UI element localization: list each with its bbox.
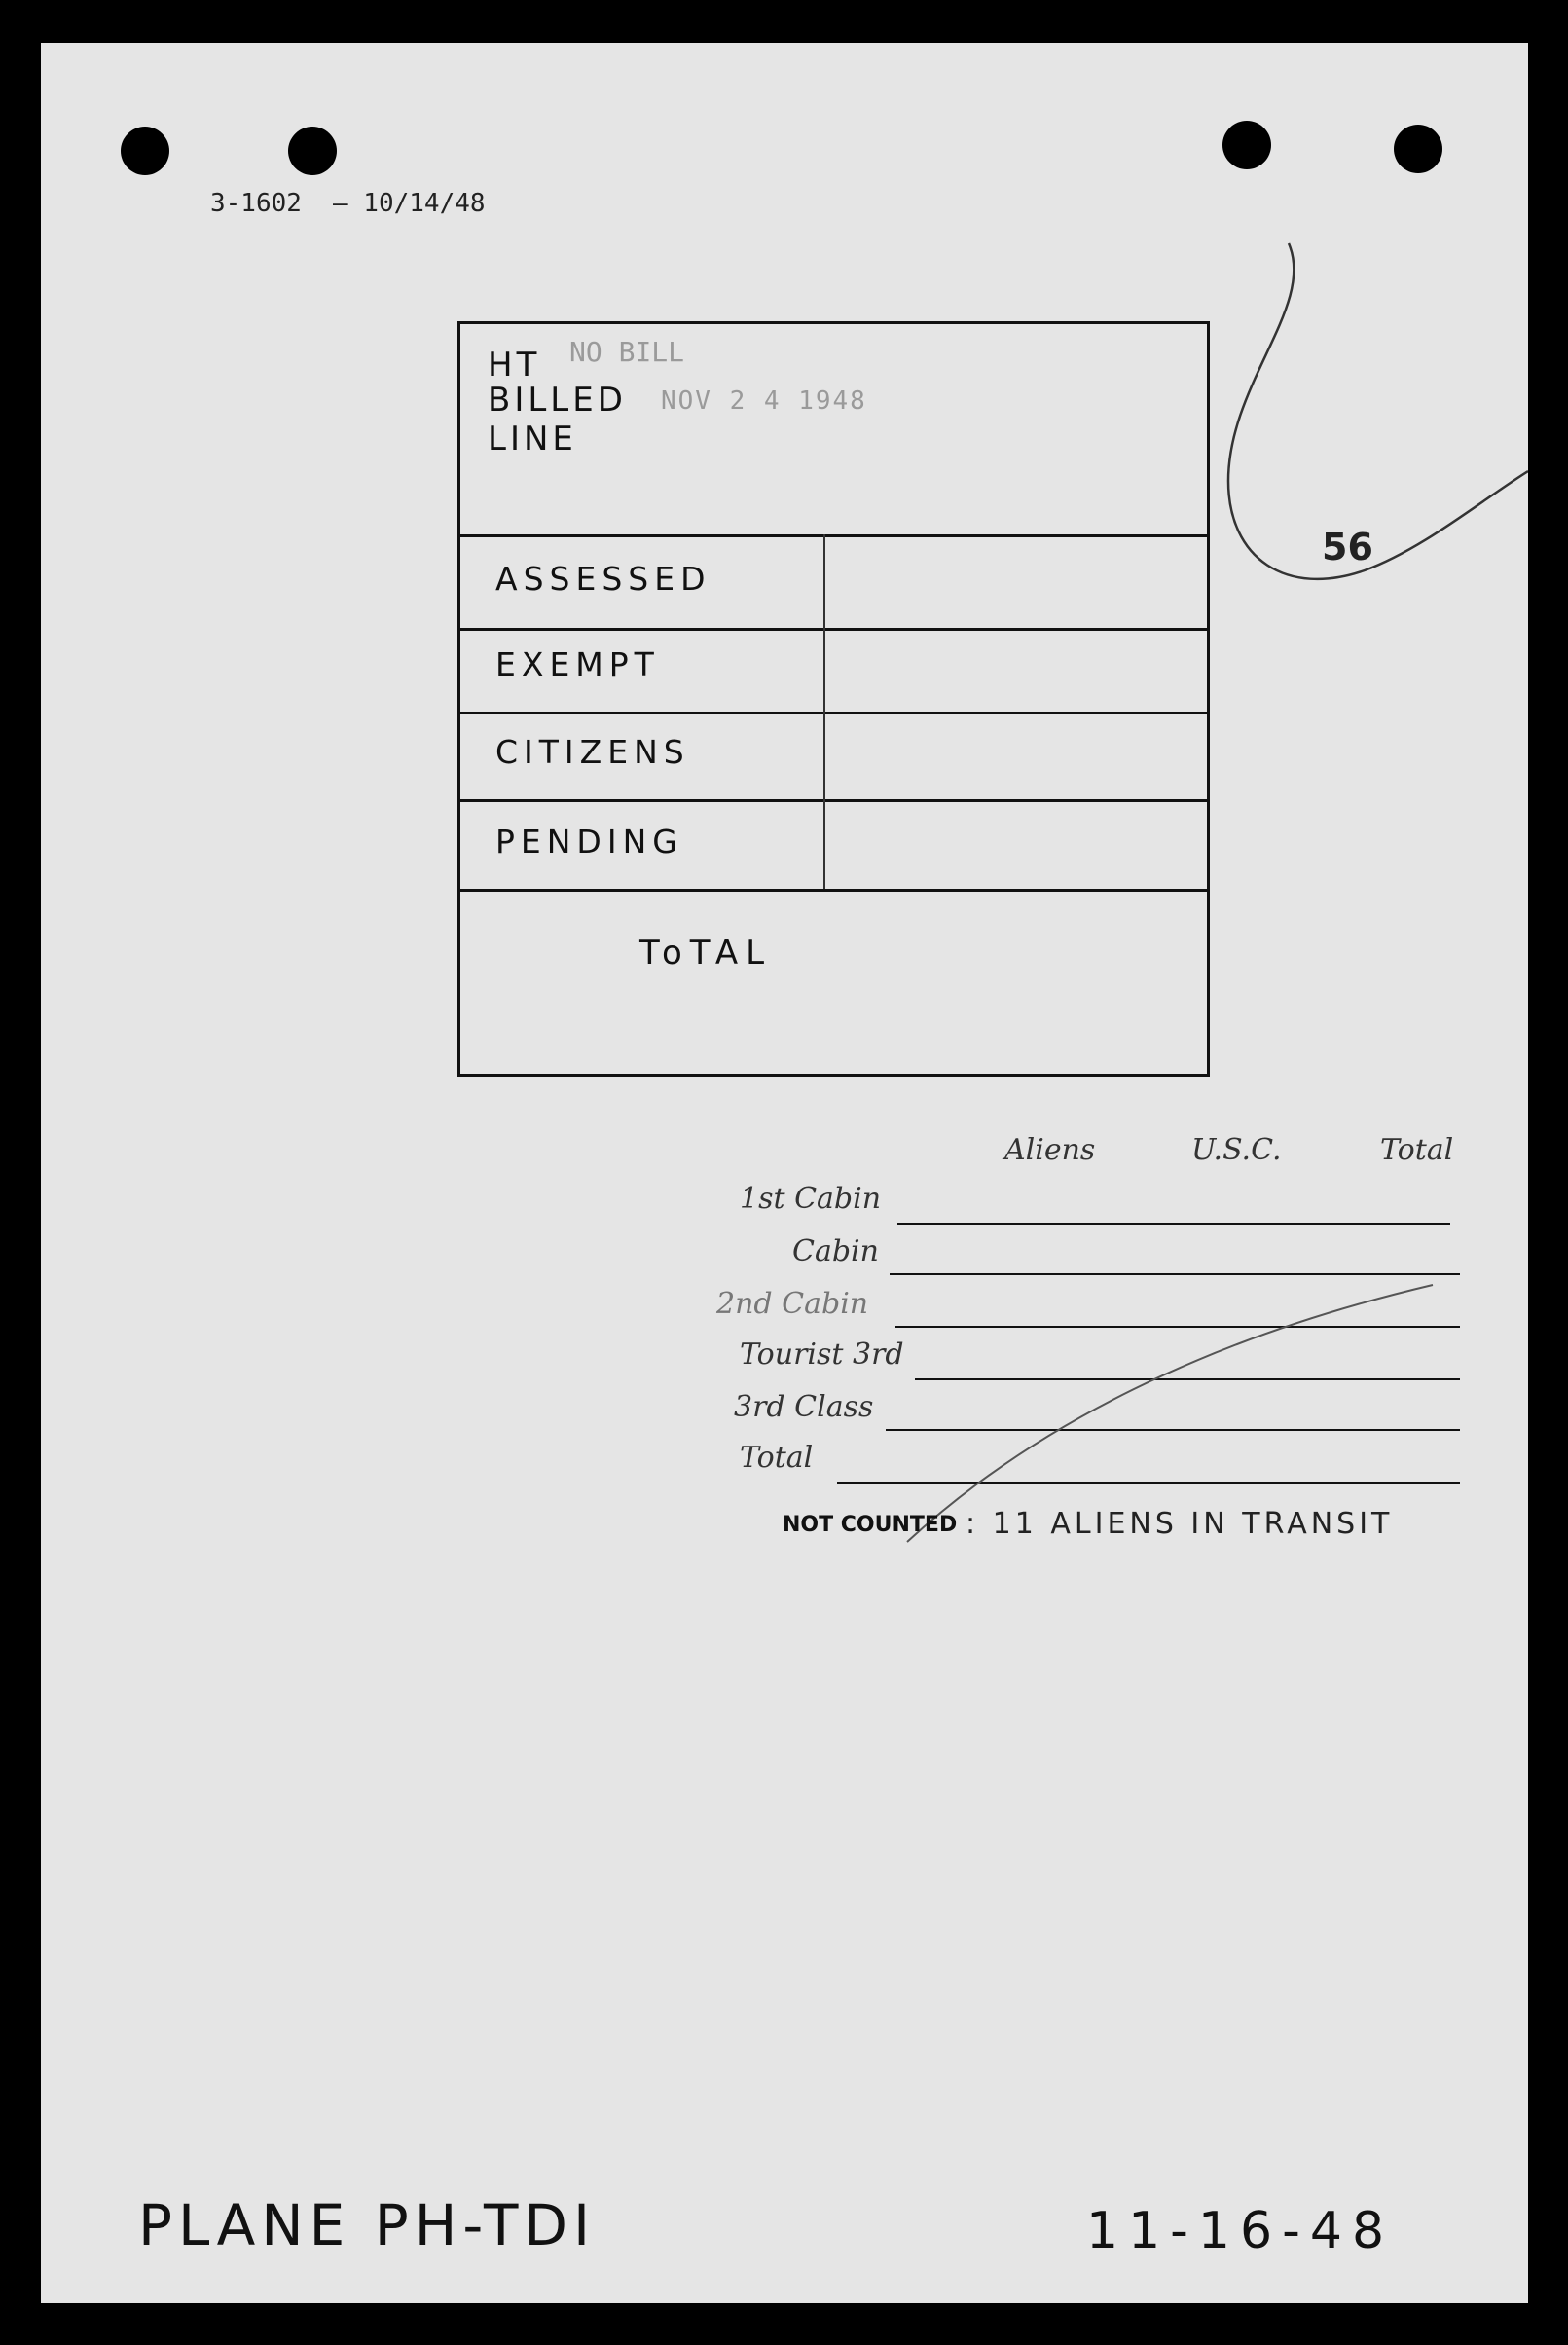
no-bill-stamp: NO BILL xyxy=(569,336,685,368)
class-label-cabin: Cabin xyxy=(792,1234,879,1268)
plane-identifier: PLANE PH-TDI xyxy=(138,2192,597,2258)
column-header-aliens: Aliens xyxy=(1004,1133,1096,1167)
box-column-divider xyxy=(823,534,825,889)
row-label-total: ToTAL xyxy=(639,934,773,972)
handwritten-date: 11-16-48 xyxy=(1086,2202,1395,2260)
box-divider-1 xyxy=(460,628,1207,631)
punch-hole-3 xyxy=(1222,121,1271,169)
box-line-ht: HT xyxy=(488,346,541,385)
punch-hole-2 xyxy=(288,127,337,175)
fill-line-first-cabin xyxy=(897,1223,1450,1225)
received-date-stamp: NOV 2 4 1948 xyxy=(661,386,867,416)
class-label-second-cabin: 2nd Cabin xyxy=(716,1287,869,1321)
class-label-total: Total xyxy=(740,1441,814,1475)
fill-line-cabin xyxy=(890,1273,1460,1275)
document-page xyxy=(41,43,1528,2303)
column-header-total: Total xyxy=(1380,1133,1454,1167)
head-tax-form-box xyxy=(457,321,1210,1077)
form-number: 3-1602 xyxy=(210,189,302,218)
class-label-tourist-third: Tourist 3rd xyxy=(740,1337,904,1372)
row-label-citizens: CITIZENS xyxy=(495,733,690,771)
box-divider-3 xyxy=(460,799,1207,802)
row-label-assessed: ASSESSED xyxy=(495,560,711,598)
box-divider-4 xyxy=(460,889,1207,892)
row-label-pending: PENDING xyxy=(495,823,683,861)
punch-hole-4 xyxy=(1394,125,1442,173)
box-divider-top xyxy=(460,534,1207,537)
box-line-billed: BILLED xyxy=(488,381,627,420)
form-date: — 10/14/48 xyxy=(333,189,486,218)
punch-hole-1 xyxy=(121,127,169,175)
class-label-third-class: 3rd Class xyxy=(734,1390,874,1424)
column-header-usc: U.S.C. xyxy=(1191,1133,1282,1167)
page-number: 56 xyxy=(1322,526,1373,568)
class-label-first-cabin: 1st Cabin xyxy=(740,1182,882,1216)
not-counted-stamp: NOT COUNTED xyxy=(783,1513,958,1537)
box-line-line: LINE xyxy=(488,420,577,458)
box-divider-2 xyxy=(460,712,1207,714)
not-counted-note: : 11 ALIENS IN TRANSIT xyxy=(966,1507,1394,1541)
row-label-exempt: EXEMPT xyxy=(495,645,660,683)
